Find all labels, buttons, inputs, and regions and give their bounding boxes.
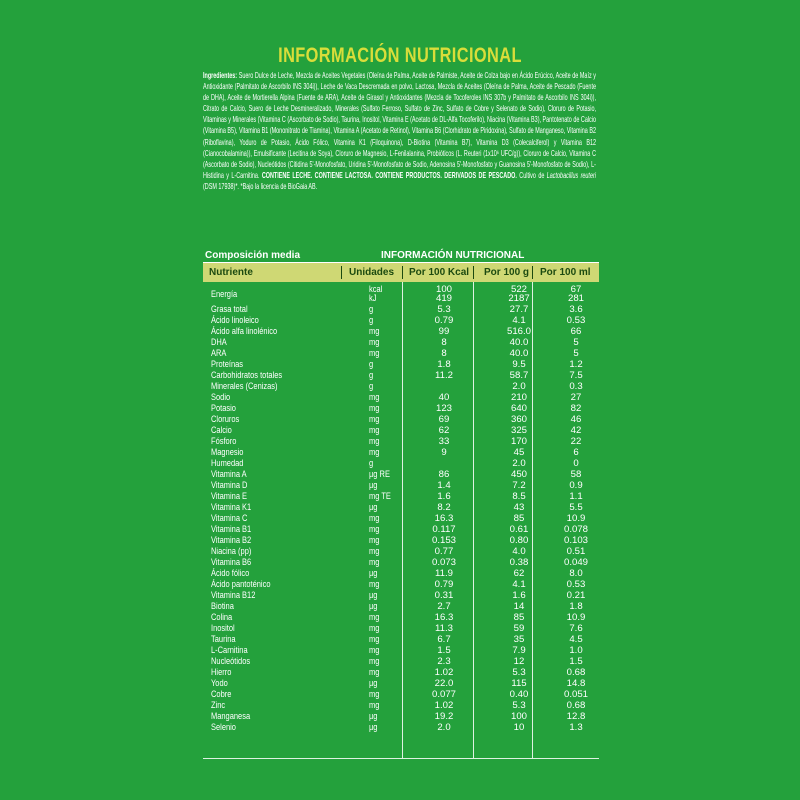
nutrient-name: Yodo (211, 678, 228, 689)
value-per-100ml: 0.051 (563, 689, 588, 700)
value-per-100ml: 1.5 (569, 656, 583, 667)
nutrient-unit: µg (369, 722, 378, 733)
table-row (203, 645, 599, 656)
table-row (203, 337, 599, 348)
nutrient-name: Potasio (211, 403, 236, 414)
ingredients-label: Ingredientes: (203, 70, 238, 80)
table-row (203, 557, 599, 568)
nutrient-name: Vitamina B1 (211, 524, 252, 535)
table-bottom-border (203, 758, 599, 759)
table-row (203, 502, 599, 513)
nutrient-unit: mg (369, 634, 380, 645)
value-per-100g: 5.3 (512, 667, 526, 678)
nutrient-name: Vitamina A (211, 469, 247, 480)
nutrient-name: Calcio (211, 425, 232, 436)
table-row (203, 370, 599, 381)
value-per-100ml: 0.21 (566, 590, 586, 601)
value-per-100g: 100 (510, 711, 527, 722)
table-row (203, 678, 599, 689)
table-row (203, 447, 599, 458)
ingredients-text: Suero Dulce de Leche, Mezcla de Aceites Vegetales (Oleína de Palma, Aceite de Palmiste, Aceite de Colza bajo en Ácido Erúcico, Aceite de Maíz y Antioxidante (Palmitato de Ascorbilo INS 304i)), Leche de Vaca Descremada en polvo, Lactosa, Mezcla de Aceites (Oleína de Palma, Aceite de Pescado (Fuente de DHA), Aceite de Mortierella Alpina (Fuente de ARA), Aceite de Girasol y Antioxidantes (Mezcla de Tocoferoles INS 307b y Palmitato de Ascorbilo INS 304i)), Citrato de Calcio, Suero de Leche Desmineralizado, Minerales (Sulfato Ferroso, Sulfato de Zinc, Sulfato de Cobre y Selenato de Sodio), Cloruro de Potasio, Vitaminas y Minerales (Vitamina C (Ascorbato de Sodio), Taurina, Inositol, Vitamina E (Acetato de DL-Alfa Tocoferilo), Niacina (Vitamina B3), Pantotenato de Calcio (Vitamina B5), Vitamina B1 (Mononitrato de Tiamina), Vitamina A (Acetato de Retinol), Vitamina B6 (Clorhidrato de Piridoxina), Sulfato de Manganeso, Vitamina B2 (Riboflavina), Yoduro de Potasio, Ácido Fólico, Vitamina K1 (Filoquinona), D-Biotina (Vitamina B7), Vitamina D3 (Colecalciferol) y Vitamina B12 (Cianocobalamina)), Emulsificante (Lecitina de Soya), Cloruro de Magnesio, L-Fenilalanina, Probióticos (L. Reuteri (1x10⁶ UFC/g)), Cloruro de Calcio, Vitamina C (Ascorbato de Sodio), Nucleótidos (Citidina 5'-Monofosfato, Uridina 5'-Monofosfato de Sodio, Adenosina 5'-Monofosfato y Guanosina 5'-Monofosfato de Sodio), L-Histidina y L-Carnitina. (203, 70, 596, 180)
value-per-100g: 7.2 (512, 480, 526, 491)
nutrient-name: Ácido pantoténico (211, 579, 271, 590)
nutrient-name: Zinc (211, 700, 226, 711)
value-per-100ml: 66 (570, 326, 582, 337)
value-per-100kcal: 1.5 (437, 645, 451, 656)
value-per-100kcal: 9 (441, 447, 447, 458)
table-row (203, 722, 599, 733)
value-per-100ml: 7.5 (569, 370, 583, 381)
value-per-100kcal: 99 (438, 326, 450, 337)
value-per-100kcal: 8 (441, 337, 447, 348)
table-row (203, 469, 599, 480)
nutrient-name: Biotina (211, 601, 234, 612)
nutrient-unit: mg (369, 645, 380, 656)
value-per-100ml: 5.5 (569, 502, 583, 513)
table-row (203, 304, 599, 315)
value-per-100kcal: 8 (441, 348, 447, 359)
nutrient-name: Ácido alfa linolénico (211, 326, 278, 337)
value-per-100ml: 0 (573, 458, 579, 469)
value-per-100ml: 0.68 (566, 667, 586, 678)
nutrient-name: Cobre (211, 689, 232, 700)
nutrient-name: Hierro (211, 667, 232, 678)
nutrient-unit: µg (369, 711, 378, 722)
value-per-100kcal: 1.02 (434, 667, 454, 678)
value-per-100kcal: 69 (438, 414, 450, 425)
value-per-100kcal: 0.077 (431, 689, 456, 700)
value-per-100kcal: 22.0 (434, 678, 454, 689)
value-per-100g: 43 (513, 502, 525, 513)
value-per-100g: 62 (513, 568, 525, 579)
nutrient-unit: µg (369, 601, 378, 612)
nutrient-unit: mg (369, 326, 380, 337)
table-row (203, 623, 599, 634)
value-per-100g: 360 (510, 414, 527, 425)
nutrient-name: Nucleótidos (211, 656, 251, 667)
divider (473, 266, 474, 279)
value-per-100ml: 5 (573, 337, 579, 348)
value-per-100kcal: 33 (438, 436, 450, 447)
value-per-100g: 58.7 (509, 370, 529, 381)
value-per-100ml: 1.2 (569, 359, 583, 370)
table-row (203, 348, 599, 359)
nutrient-unit: kJ (369, 293, 377, 304)
value-per-100g: 27.7 (509, 304, 529, 315)
value-per-100ml: 0.51 (566, 546, 586, 557)
nutrient-unit: mg TE (369, 491, 391, 502)
value-per-100g: 115 (511, 678, 527, 689)
value-per-100ml: 1.8 (569, 601, 583, 612)
value-per-100ml: 12.8 (566, 711, 586, 722)
value-per-100ml: 27 (570, 392, 582, 403)
value-per-100g: 9.5 (512, 359, 526, 370)
table-row (203, 359, 599, 370)
value-per-100g: 85 (513, 513, 525, 524)
value-per-100ml: 8.0 (569, 568, 583, 579)
value-per-100g: 2.0 (512, 381, 526, 392)
nutrient-name: DHA (211, 337, 227, 348)
value-per-100ml: 0.53 (566, 579, 586, 590)
table-row (203, 491, 599, 502)
nutrient-name: Vitamina E (211, 491, 248, 502)
value-per-100ml: 4.5 (569, 634, 583, 645)
value-per-100ml: 6 (573, 447, 579, 458)
nutrient-unit: mg (369, 392, 380, 403)
value-per-100g: 45 (513, 447, 525, 458)
value-per-100g: 450 (510, 469, 527, 480)
header-per-100kcal: Por 100 Kcal (409, 267, 470, 278)
nutrient-table-body (203, 284, 599, 733)
value-per-100g: 170 (510, 436, 527, 447)
nutrient-name: Fósforo (211, 436, 237, 447)
value-per-100ml: 14.8 (566, 678, 586, 689)
nutrient-name: Humedad (211, 458, 244, 469)
value-per-100g: 0.61 (509, 524, 529, 535)
value-per-100kcal: 0.31 (434, 590, 454, 601)
nutrient-name: Colina (211, 612, 233, 623)
value-per-100g: 522 (510, 284, 527, 295)
table-row (203, 436, 599, 447)
nutrient-unit: g (369, 381, 374, 392)
table-row (203, 711, 599, 722)
nutrient-unit: g (369, 315, 374, 326)
table-row (203, 612, 599, 623)
value-per-100g: 5.3 (512, 700, 526, 711)
nutrient-unit: mg (369, 623, 380, 634)
culture-name: Lactobacillus reuteri (546, 169, 596, 180)
value-per-100kcal: 0.153 (431, 535, 456, 546)
nutrient-name: Vitamina B12 (211, 590, 256, 601)
table-row (203, 590, 599, 601)
value-per-100kcal: 11.2 (435, 370, 453, 381)
nutrient-unit: mg (369, 337, 380, 348)
nutrient-unit: µg (369, 678, 378, 689)
table-row (203, 568, 599, 579)
table-row (203, 656, 599, 667)
value-per-100g: 7.9 (512, 645, 526, 656)
table-title: INFORMACIÓN NUTRICIONAL (381, 250, 525, 261)
value-per-100g: 1.6 (512, 590, 526, 601)
nutrient-name: Ácido fólico (211, 568, 250, 579)
header-per-100ml: Por 100 ml (540, 267, 591, 278)
nutrient-unit: kcal (369, 284, 383, 295)
value-per-100kcal: 6.7 (437, 634, 451, 645)
nutrient-unit: mg (369, 425, 380, 436)
table-row (203, 425, 599, 436)
allergen-warning: CONTIENE LECHE. CONTIENE LACTOSA. CONTIENE PRODUCTOS. DERIVADOS DE PESCADO. (261, 169, 517, 180)
value-per-100g: 4.1 (512, 579, 526, 590)
value-per-100kcal: 1.02 (434, 700, 454, 711)
nutrient-name: Ácido linoleico (211, 315, 259, 326)
table-caption (203, 249, 599, 263)
value-per-100kcal: 2.7 (437, 601, 451, 612)
ingredients-paragraph (203, 70, 596, 192)
value-per-100ml: 0.9 (569, 480, 583, 491)
value-per-100ml: 1.3 (569, 722, 583, 733)
value-per-100ml: 3.6 (569, 304, 583, 315)
table-row (203, 414, 599, 425)
value-per-100kcal: 16.3 (434, 513, 454, 524)
nutrient-name: Taurina (211, 634, 236, 645)
value-per-100kcal: 0.77 (434, 546, 454, 557)
value-per-100ml: 5 (573, 348, 579, 359)
culture-note-prefix: Cultivo de (516, 169, 547, 180)
table-row (203, 535, 599, 546)
value-per-100g: 59 (513, 623, 525, 634)
value-per-100ml: 0.68 (566, 700, 586, 711)
nutrient-unit: mg (369, 667, 380, 678)
table-row (203, 513, 599, 524)
header-unidades: Unidades (349, 267, 395, 278)
nutrient-unit: mg (369, 656, 380, 667)
nutrient-name: Cloruros (211, 414, 240, 425)
table-row (203, 315, 599, 326)
table-row (203, 326, 599, 337)
value-per-100kcal: 40 (438, 392, 450, 403)
table-row (203, 284, 599, 304)
header-nutriente: Nutriente (209, 267, 253, 278)
value-per-100kcal: 11.3 (435, 623, 453, 634)
table-header (203, 263, 599, 282)
value-per-100ml: 0.078 (563, 524, 588, 535)
value-per-100ml: 7.6 (569, 623, 583, 634)
value-per-100kcal: 1.8 (437, 359, 451, 370)
nutrient-unit: mg (369, 414, 380, 425)
value-per-100g: 0.40 (509, 689, 529, 700)
table-row (203, 634, 599, 645)
value-per-100g: 210 (510, 392, 527, 403)
nutrient-unit: mg (369, 535, 380, 546)
nutrient-unit: mg (369, 447, 380, 458)
nutrient-unit: µg (369, 502, 378, 513)
composition-label: Composición media (205, 250, 301, 261)
table-row (203, 524, 599, 535)
table-row (203, 700, 599, 711)
nutrient-unit: mg (369, 557, 380, 568)
table-row (203, 403, 599, 414)
header-per-100g: Por 100 g (484, 267, 530, 278)
nutrient-unit: mg (369, 546, 380, 557)
table-row (203, 546, 599, 557)
nutrient-unit: µg (369, 568, 378, 579)
page-title: INFORMACIÓN NUTRICIONAL (278, 44, 522, 67)
value-per-100ml: 10.9 (566, 612, 586, 623)
nutrient-unit: mg (369, 700, 380, 711)
table-row (203, 480, 599, 491)
value-per-100kcal: 0.117 (432, 524, 456, 535)
value-per-100g: 640 (510, 403, 527, 414)
nutrient-unit: g (369, 458, 374, 469)
table-row (203, 667, 599, 678)
value-per-100kcal: 123 (435, 403, 452, 414)
value-per-100kcal: 1.6 (437, 491, 451, 502)
nutrient-name: Grasa total (211, 304, 248, 315)
value-per-100ml: 22 (570, 436, 582, 447)
nutrient-name: Inositol (211, 623, 235, 634)
nutrient-unit: g (369, 304, 374, 315)
table-row (203, 381, 599, 392)
nutrient-name: Manganesa (211, 711, 251, 722)
value-per-100ml: 0.049 (563, 557, 588, 568)
divider (402, 266, 403, 279)
nutrient-name: Vitamina C (211, 513, 248, 524)
value-per-100ml: 82 (570, 403, 582, 414)
nutrient-name: L-Carnitina (211, 645, 248, 656)
value-per-100g: 35 (513, 634, 525, 645)
divider (341, 266, 342, 279)
value-per-100kcal: 100 (435, 284, 452, 295)
nutrient-unit: mg (369, 579, 380, 590)
nutrient-unit: mg (369, 513, 380, 524)
value-per-100ml: 46 (570, 414, 582, 425)
nutrient-unit: mg (369, 689, 380, 700)
value-per-100kcal: 419 (435, 293, 452, 304)
nutrient-unit: µg RE (369, 469, 390, 480)
table-row (203, 601, 599, 612)
value-per-100kcal: 0.79 (434, 315, 454, 326)
value-per-100kcal: 5.3 (437, 304, 451, 315)
value-per-100g: 2.0 (512, 458, 526, 469)
value-per-100g: 4.0 (512, 546, 526, 557)
value-per-100kcal: 8.2 (437, 502, 451, 513)
nutrient-unit: µg (369, 590, 378, 601)
value-per-100g: 516.0 (506, 326, 531, 337)
value-per-100kcal: 2.0 (437, 722, 451, 733)
nutrient-unit: mg (369, 524, 380, 535)
value-per-100kcal: 0.073 (431, 557, 456, 568)
value-per-100g: 0.38 (509, 557, 529, 568)
nutrient-name: Niacina (pp) (211, 546, 252, 557)
nutrient-unit: mg (369, 436, 380, 447)
nutrient-name: ARA (211, 348, 227, 359)
value-per-100kcal: 0.79 (434, 579, 454, 590)
value-per-100kcal: 62 (438, 425, 450, 436)
nutrient-name: Proteínas (211, 359, 244, 370)
nutrient-name: Selenio (211, 722, 236, 733)
nutrient-name: Sodio (211, 392, 231, 403)
nutrient-unit: mg (369, 612, 380, 623)
value-per-100ml: 281 (567, 293, 584, 304)
nutrient-name: Energía (211, 289, 238, 300)
culture-note-suffix: (DSM 17938)*. *Bajo la licencia de BioGaia AB. (203, 180, 318, 191)
value-per-100g: 40.0 (509, 337, 529, 348)
value-per-100g: 40.0 (509, 348, 529, 359)
value-per-100ml: 42 (570, 425, 582, 436)
value-per-100ml: 0.103 (563, 535, 588, 546)
nutrient-unit: g (369, 359, 374, 370)
nutrient-unit: mg (369, 403, 380, 414)
nutrient-name: Vitamina B6 (211, 557, 252, 568)
nutrient-name: Magnesio (211, 447, 244, 458)
value-per-100kcal: 2.3 (437, 656, 451, 667)
value-per-100g: 8.5 (512, 491, 526, 502)
value-per-100kcal: 1.4 (437, 480, 451, 491)
divider (532, 266, 533, 279)
value-per-100ml: 0.3 (569, 381, 583, 392)
value-per-100kcal: 86 (438, 469, 450, 480)
nutrient-name: Vitamina B2 (211, 535, 252, 546)
value-per-100g: 10 (513, 722, 525, 733)
table-row (203, 458, 599, 469)
value-per-100ml: 10.9 (566, 513, 586, 524)
value-per-100g: 4.1 (512, 315, 526, 326)
nutrient-name: Vitamina D (211, 480, 248, 491)
table-row (203, 392, 599, 403)
nutrient-unit: mg (369, 348, 380, 359)
value-per-100kcal: 11.9 (435, 568, 453, 579)
value-per-100ml: 67 (570, 284, 582, 295)
value-per-100ml: 0.53 (566, 315, 586, 326)
value-per-100g: 0.80 (509, 535, 529, 546)
value-per-100ml: 1.0 (569, 645, 583, 656)
value-per-100ml: 1.1 (569, 491, 583, 502)
value-per-100kcal: 19.2 (434, 711, 454, 722)
nutrient-name: Minerales (Cenizas) (211, 381, 278, 392)
nutrient-name: Vitamina K1 (211, 502, 252, 513)
table-row (203, 689, 599, 700)
value-per-100g: 2187 (508, 293, 530, 304)
value-per-100g: 14 (513, 601, 525, 612)
value-per-100g: 325 (510, 425, 527, 436)
nutrient-unit: µg (369, 480, 378, 491)
table-row (203, 579, 599, 590)
value-per-100kcal: 16.3 (434, 612, 454, 623)
value-per-100g: 85 (513, 612, 525, 623)
value-per-100g: 12 (513, 656, 525, 667)
nutrient-unit: g (369, 370, 374, 381)
nutrient-name: Carbohidratos totales (211, 370, 283, 381)
value-per-100ml: 58 (570, 469, 582, 480)
